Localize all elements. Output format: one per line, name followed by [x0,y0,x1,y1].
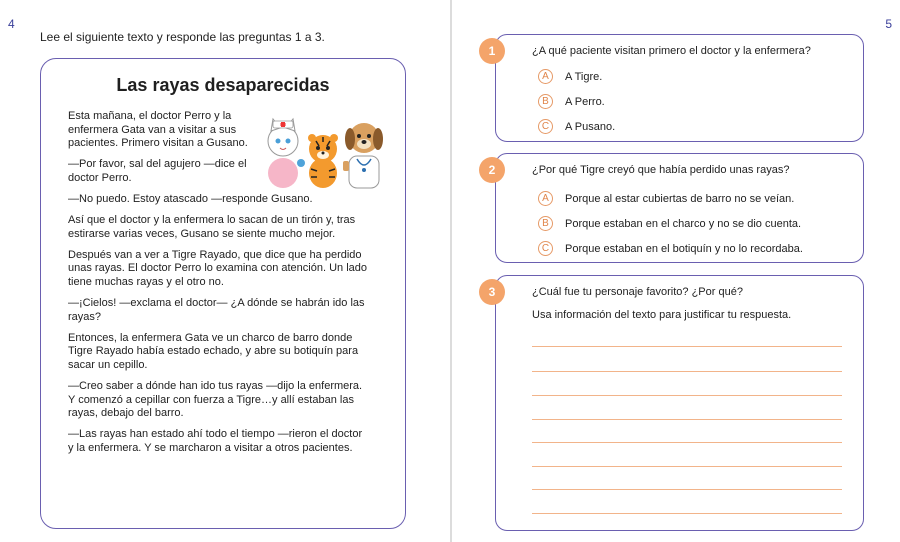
story-box [40,58,406,529]
answer-option-c[interactable] [538,119,615,134]
option-letter: C [538,241,553,256]
page-number-right: 5 [885,17,892,31]
option-letter: A [538,191,553,206]
question-1-box [488,34,864,142]
answer-option-a[interactable] [538,191,794,206]
option-letter: B [538,94,553,109]
option-text: Porque al estar cubiertas de barro no se veían. [565,192,795,205]
question-text: ¿A qué paciente visitan primero el doctor y la enfermera? [532,45,811,57]
answer-line[interactable] [532,442,842,443]
question-text: ¿Por qué Tigre creyó que había perdido unas rayas? [532,164,790,176]
option-text: A Pusano. [565,120,616,133]
question-3-box [488,275,864,531]
answer-option-b[interactable] [538,94,605,109]
answer-option-c[interactable] [538,241,803,256]
question-text: ¿Cuál fue tu personaje favorito? ¿Por qué? [532,286,743,298]
story-paragraph: —Por favor, sal del agujero —dice el doctor Perro. [68,158,247,184]
option-text: A Perro. [565,95,605,108]
answer-line[interactable] [532,466,842,467]
story-paragraph: Así que el doctor y la enfermera lo sacan de un tirón y, tras estirarse varias veces, Gusano se siente mucho mejor. [68,214,356,240]
story-paragraph: —No puedo. Estoy atascado —responde Gusano. [68,192,313,205]
question-number-badge: 3 [479,279,505,305]
question-subtext: Usa información del texto para justificar tu respuesta. [532,309,792,321]
story-paragraph: Después van a ver a Tigre Rayado, que dice que ha perdido unas rayas. El doctor Perro lo examina con atención. Un lado tiene muchas rayas y el otro no. [68,248,367,288]
answer-line[interactable] [532,371,842,372]
story-body [68,110,368,463]
answer-option-a[interactable] [538,69,602,84]
page-number-left: 4 [8,17,15,31]
story-paragraph: —Creo saber a dónde han ido tus rayas —dijo la enfermera. Y comenzó a cepillar con fuerza a Tigre…y allí estaban las rayas, debajo del barro. [68,380,363,420]
option-letter: C [538,119,553,134]
story-paragraph: Entonces, la enfermera Gata ve un charco de barro donde Tigre Rayado había estado echado, y abre su botiquín para sacar un cepillo. [68,331,359,371]
answer-option-b[interactable] [538,216,801,231]
answer-line[interactable] [532,419,842,420]
option-letter: A [538,69,553,84]
answer-line[interactable] [532,489,842,490]
question-number-badge: 2 [479,157,505,183]
answer-line[interactable] [532,346,842,347]
question-2-box [488,153,864,263]
option-letter: B [538,216,553,231]
answer-line[interactable] [532,513,842,514]
option-text: Porque estaban en el charco y no se dio cuenta. [565,217,802,230]
instruction-text: Lee el siguiente texto y responde las preguntas 1 a 3. [40,30,325,44]
question-number-badge: 1 [479,38,505,64]
story-paragraph: —Las rayas han estado ahí todo el tiempo —rieron el doctor y la enfermera. Y se marcharon a visitar a otros pacientes. [68,428,363,454]
story-title: Las rayas desaparecidas [116,75,330,95]
story-paragraph: Esta mañana, el doctor Perro y la enfermera Gata van a visitar a sus pacientes. Primero visitan a Gusano. [68,110,248,150]
option-text: A Tigre. [565,70,603,83]
answer-line[interactable] [532,395,842,396]
option-text: Porque estaban en el botiquín y no lo recordaba. [565,242,803,255]
story-paragraph: —¡Cielos! —exclama el doctor— ¿A dónde se habrán ido las rayas? [68,297,365,323]
